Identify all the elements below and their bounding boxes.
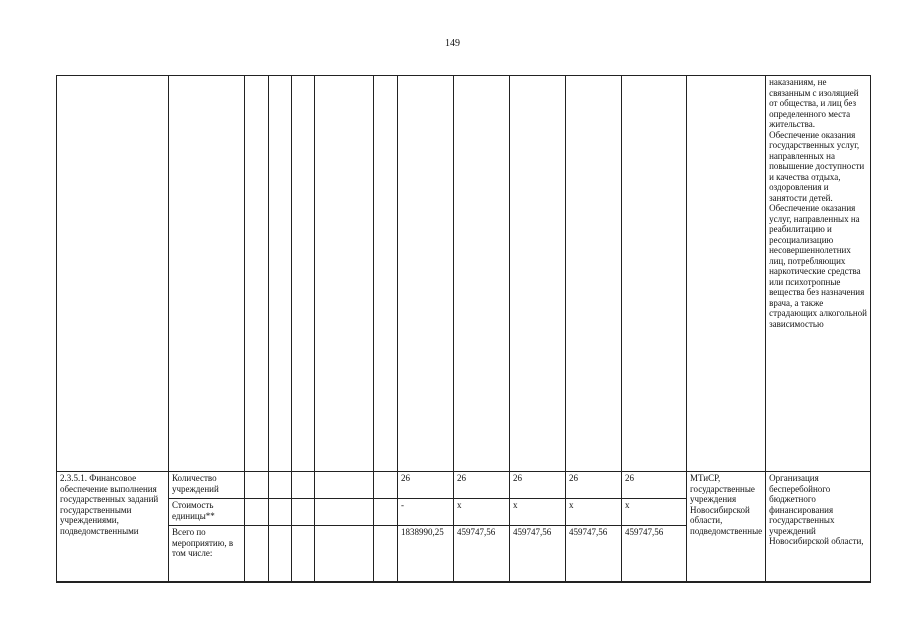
code-cell-5 <box>374 76 398 472</box>
executor-cell: МТиСР, государственные учреждения Новосибирской области, подведомственные <box>687 472 766 582</box>
measure-row-count <box>57 472 871 499</box>
measure-name: 2.3.5.1. Финансовое обеспечение выполнения государственных заданий государственными учреждениями, подведомственными <box>57 472 169 582</box>
value-year: 459747,56 <box>510 526 566 582</box>
value-cell-y3 <box>566 76 622 472</box>
value-year: х <box>454 499 510 526</box>
indicator-label: Количество учреждений <box>169 472 245 499</box>
page-number: 149 <box>445 38 460 49</box>
value-cell-y4 <box>622 76 687 472</box>
value-year: х <box>566 499 622 526</box>
indicator-label: Всего по мероприятию, в том числе: <box>169 526 245 582</box>
value-year: 459747,56 <box>566 526 622 582</box>
continuation-row <box>57 76 871 472</box>
executor-cell-empty <box>687 76 766 472</box>
value-total: - <box>398 499 454 526</box>
indicator-label: Стоимость единицы** <box>169 499 245 526</box>
value-cell-y2 <box>510 76 566 472</box>
goal-continuation-text: наказаниям, не связанным с изоляцией от общества, и лиц без определенного места жительства. Обеспечение оказания государственных услуг, направленных на повышение доступности и качества отдыха, оздоровления и занятости детей. Обеспечение оказания услуг, направленных на реабилитацию и ресоциализацию несовершеннолетних лиц, потребляющих наркотические средства или психотропные вещества без назначения врача, а также страдающих алкогольной зависимостью <box>766 76 871 472</box>
value-year: 26 <box>566 472 622 499</box>
code-cell-3 <box>292 76 315 472</box>
value-year: 459747,56 <box>454 526 510 582</box>
measures-table <box>56 75 871 583</box>
value-total: 26 <box>398 472 454 499</box>
value-year: 26 <box>454 472 510 499</box>
expected-result-cell: Организация бесперебойного бюджетного финансирования государственных учреждений Новосибирской области, <box>766 472 871 582</box>
indicator-cell-empty <box>169 76 245 472</box>
code-cell-4 <box>315 76 374 472</box>
value-total: 1838990,25 <box>398 526 454 582</box>
code-cell-1 <box>245 76 269 472</box>
value-year: 26 <box>510 472 566 499</box>
value-cell-y1 <box>454 76 510 472</box>
value-year: х <box>510 499 566 526</box>
value-cell-total <box>398 76 454 472</box>
value-year: 459747,56 <box>622 526 687 582</box>
value-year: 26 <box>622 472 687 499</box>
measure-name-cell-empty <box>57 76 169 472</box>
value-year: х <box>622 499 687 526</box>
code-cell-2 <box>269 76 292 472</box>
